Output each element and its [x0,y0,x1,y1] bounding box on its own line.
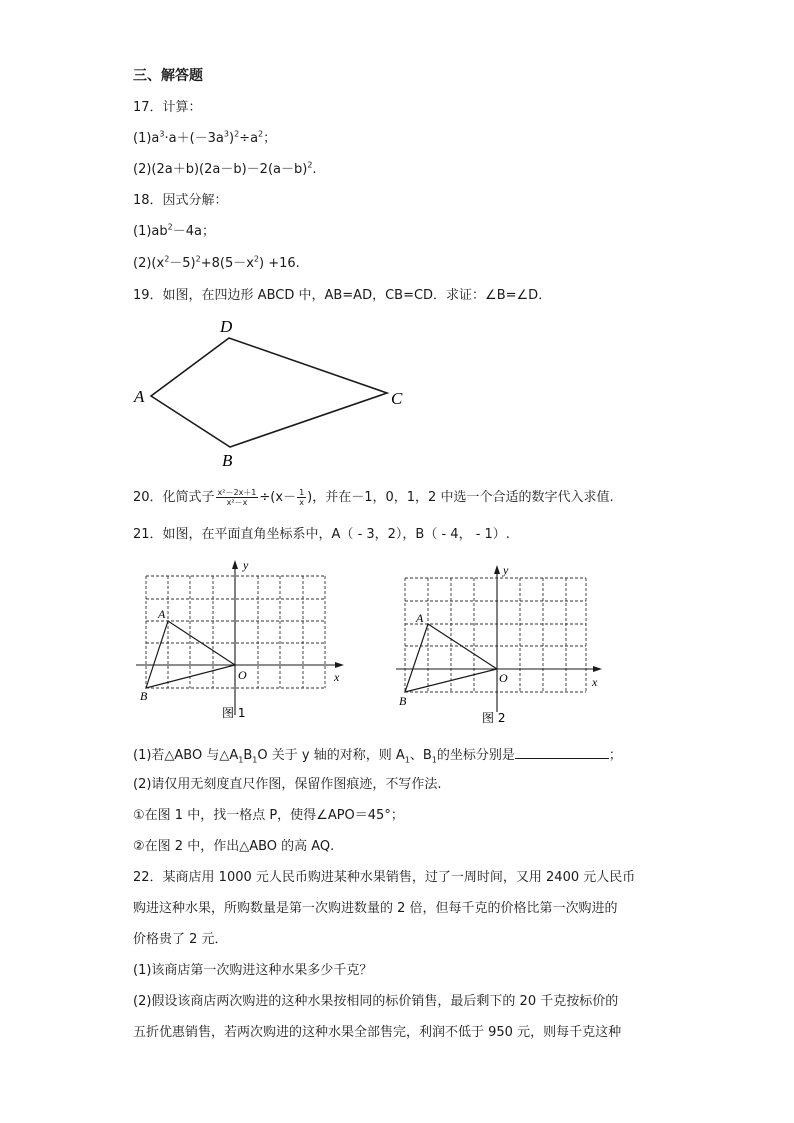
answer-blank[interactable] [515,746,609,759]
q20-stem: 20．化简式子 $\frac{\text{x²－2x＋1}}{\text{x²－x}}$ ÷(x－ $\frac{1}{x}$ )，并在－1，0，1，2 中选一个合适的数字代入求值. [133,488,614,507]
point-b-label: B [399,694,407,708]
y-axis-arrow-icon [494,565,500,574]
y-axis-label: y [503,563,509,577]
q17-stem: 17．计算： [133,100,202,115]
q18-part2: $(2)(x^2-5)^2+8(5-x^2) +16$. [133,254,300,271]
origin-label: O [499,671,508,685]
q22-part2-line2: 五折优惠销售，若两次购进的这种水果全部售完，利润不低于 950 元，则每千克这种 [133,1025,622,1040]
x-axis-label: x [334,670,340,684]
quadrilateral-abcd [151,338,387,447]
q21-stem: 21．如图，在平面直角坐标系中，A（ - 3，2），B（ - 4， - 1）. [133,527,510,542]
x-axis-label: x [592,675,598,689]
q22-line1: 22．某商店用 1000 元人民币购进某种水果销售，过了一周时间，又用 2400 元人民币 [133,870,636,885]
vertex-label-d: D [220,317,233,336]
q18-part1: $(1)ab^2-4a$； [133,222,215,239]
figure-2-coordinate-grid [390,562,610,732]
figure-1-caption: 图 1 [222,706,246,720]
quadrilateral-figure [126,312,416,474]
q22-line2: 购进这种水果，所购数量是第一次购进数量的 2 倍，但每千克的价格比第一次购进的 [133,901,618,916]
triangle-abo [146,621,235,688]
q22-line3: 价格贵了 2 元． [133,932,228,947]
vertex-label-b: B [222,451,233,470]
q17-part2: $(2)(2a+b)(2a-b)-2(a-b)^2$. [133,160,317,177]
point-a-label: A [416,611,424,625]
section-title: 三、解答题 [133,68,203,84]
x-axis-arrow-icon [593,666,602,672]
point-a-label: A [158,607,166,621]
vertex-label-c: C [391,389,403,408]
point-b-label: B [140,689,148,703]
q17-part1: $(1)a^3\cdot a+(-3a^3)^2\div a^2$； [133,129,277,146]
y-axis-label: y [243,558,249,572]
q21-part2-ii: ②在图 2 中，作出△ABO 的高 AQ. [133,839,335,854]
q19-stem: 19．如图，在四边形 ABCD 中，AB=AD，CB=CD．求证：∠B=∠D． [133,288,552,303]
y-axis-arrow-icon [232,560,238,569]
q21-part2-i: ①在图 1 中，找一格点 P，使得∠APO＝45°； [133,808,404,823]
grid-lines [405,578,586,692]
figure-1-coordinate-grid [130,555,350,725]
q21-part1: (1)若△ABO 与$\triangle A_1B_1O$ 关于 y 轴的对称，则 $A_1$、$B_1$的坐标分别是 ； [133,748,622,765]
q22-part1: (1)该商店第一次购进这种水果多少千克？ [133,963,373,978]
q20-fraction-2: $\frac{1}{x}$ [299,488,305,507]
vertex-label-a: A [134,387,145,406]
figure-2-caption: 图 2 [482,711,506,725]
q21-part2: (2)请仅用无刻度直尺作图，保留作图痕迹，不写作法. [133,777,442,792]
x-axis-arrow-icon [335,662,344,668]
q20-fraction-1: $\frac{\text{x²－2x＋1}}{\text{x²－x}}$ [217,488,257,507]
q22-part2-line1: (2)假设该商店两次购进的这种水果按相同的标价销售，最后剩下的 20 千克按标价的 [133,994,619,1009]
q18-stem: 18．因式分解： [133,193,228,208]
origin-label: O [238,668,247,682]
